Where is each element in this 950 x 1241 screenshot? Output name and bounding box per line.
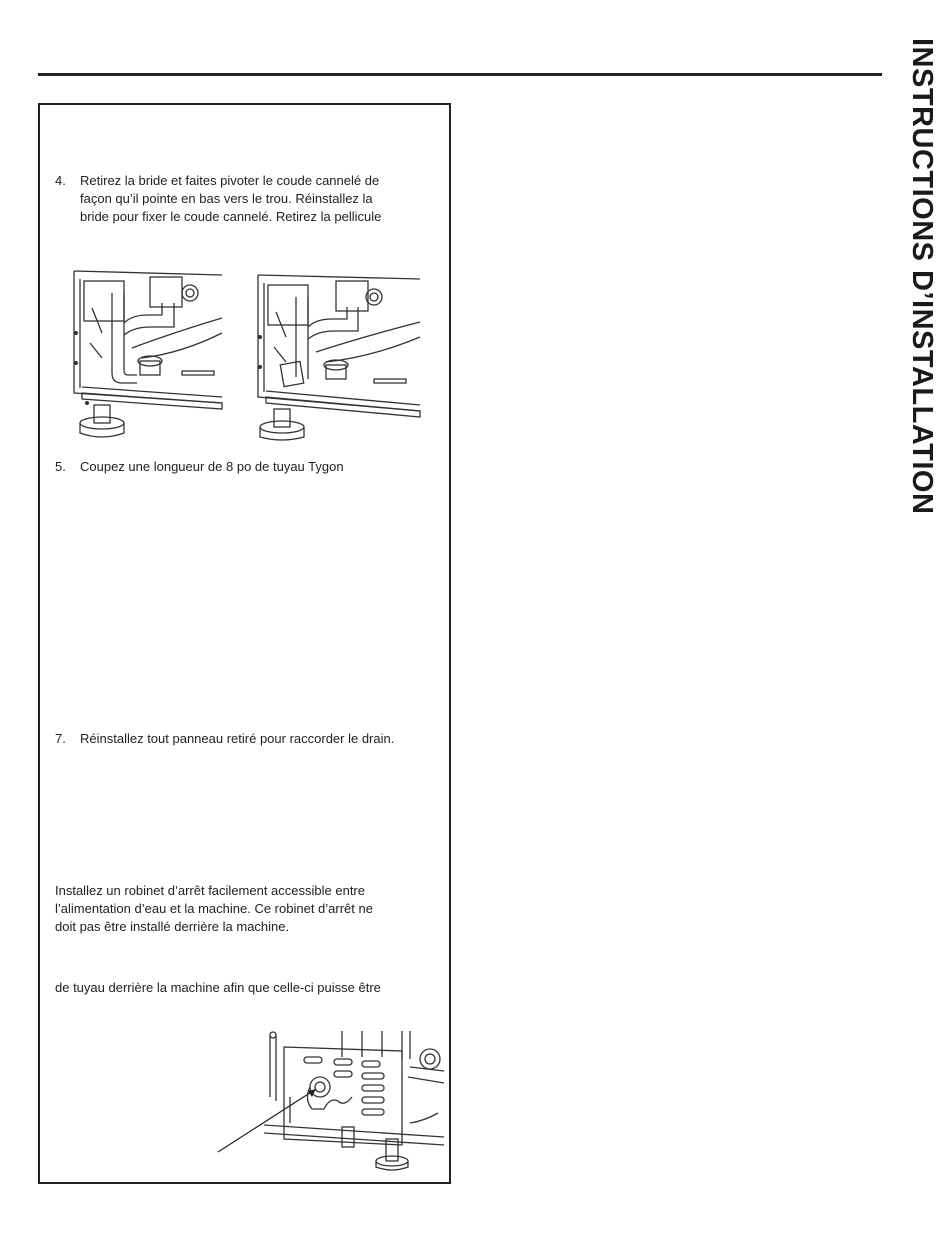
step-line: façon qu’il pointe en bas vers le trou. Réinstallez la — [80, 191, 373, 206]
elbow-after-illustration — [252, 267, 422, 443]
water-supply-line: doit pas être installé derrière la machine. — [55, 919, 290, 934]
header-rule — [38, 73, 882, 76]
step-line: bride pour fixer le coude cannelé. Retirez la pellicule — [80, 209, 382, 224]
step-number: 4. — [55, 173, 66, 188]
step-line: Retirez la bride et faites pivoter le coude cannelé de — [80, 173, 380, 188]
step-line: Coupez une longueur de 8 po de tuyau Tygon — [80, 459, 344, 474]
water-supply-line: l’alimentation d’eau et la machine. Ce robinet d’arrêt ne — [55, 901, 373, 916]
step-number: 7. — [55, 731, 66, 746]
hose-length-line: de tuyau derrière la machine afin que celle-ci puisse être — [55, 980, 381, 995]
water-supply-line: Installez un robinet d’arrêt facilement accessible entre — [55, 883, 365, 898]
side-title-text: INSTRUCTIONS D’INSTALLATION — [906, 38, 938, 515]
step-line: Réinstallez tout panneau retiré pour raccorder le drain. — [80, 731, 395, 746]
shutoff-valve-illustration — [212, 1027, 444, 1172]
side-title — [905, 38, 945, 558]
elbow-before-illustration — [62, 263, 227, 443]
step-number: 5. — [55, 459, 66, 474]
instruction-panel — [38, 103, 451, 1184]
